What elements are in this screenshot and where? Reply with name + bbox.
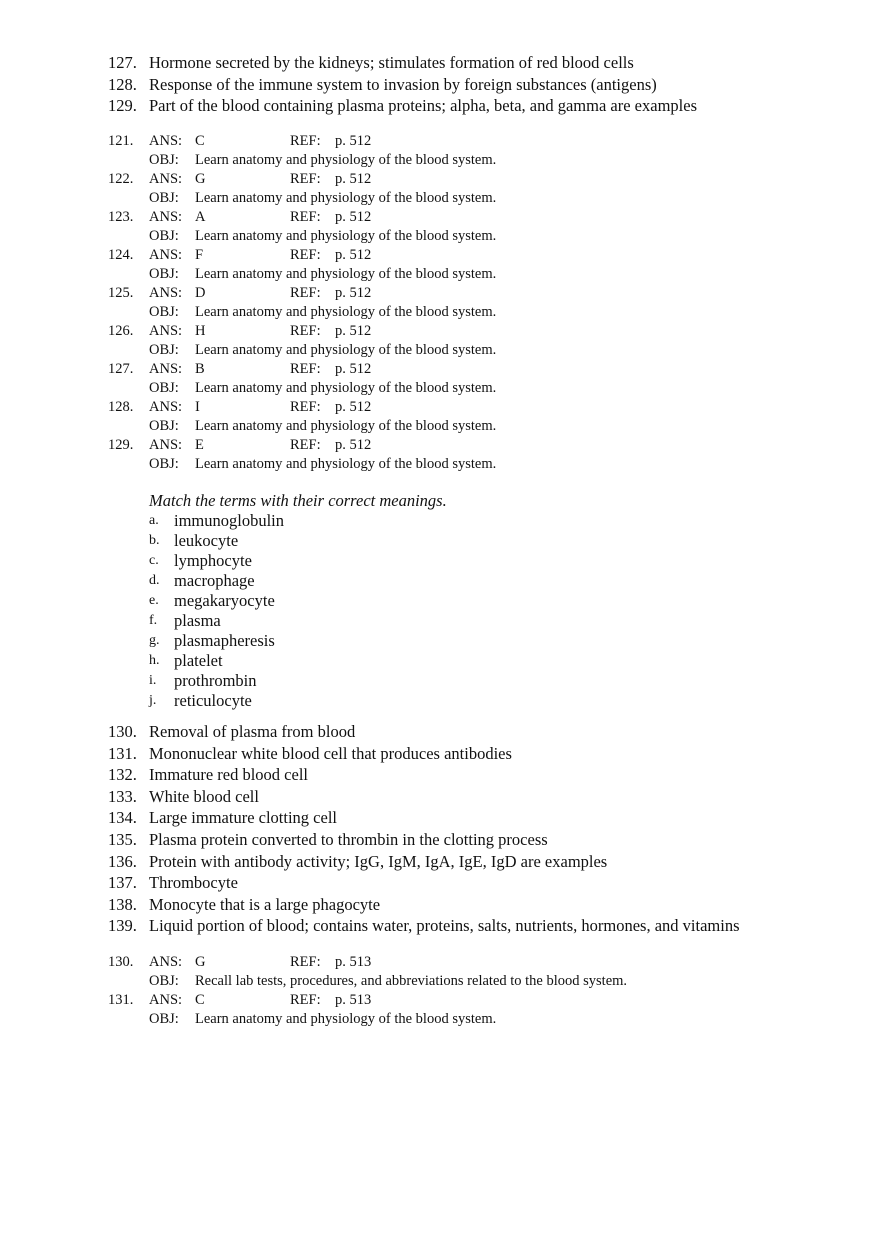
ref-label: REF: [290, 361, 321, 377]
question-number: 129. [108, 96, 137, 116]
ref-value: p. 512 [335, 361, 372, 377]
objective-line [0, 417, 880, 436]
ref-value: p. 512 [335, 285, 372, 301]
question-text: Mononuclear white blood cell that produces antibodies [149, 743, 512, 763]
question-text: Hormone secreted by the kidneys; stimulates formation of red blood cells [149, 53, 634, 72]
term-item [0, 531, 880, 551]
obj-label: OBJ: [149, 304, 179, 320]
question-item [0, 807, 880, 829]
obj-label: OBJ: [149, 973, 179, 989]
ref-label: REF: [290, 323, 321, 339]
answer-number: 123. [108, 209, 134, 225]
answer-entry [0, 991, 880, 1029]
answer-number: 125. [108, 285, 134, 301]
ans-label: ANS: [149, 285, 183, 301]
term-text: plasma [174, 611, 221, 630]
ans-value: F [195, 247, 204, 263]
obj-label: OBJ: [149, 380, 179, 396]
term-letter: b. [149, 533, 160, 548]
term-letter: e. [149, 593, 159, 608]
question-text: Large immature clotting cell [149, 808, 338, 828]
ref-label: REF: [290, 399, 321, 415]
objective-line [0, 189, 880, 208]
question-number: 127. [108, 53, 137, 72]
question-text: White blood cell [149, 786, 259, 806]
ans-label: ANS: [149, 954, 183, 970]
ans-label: ANS: [149, 133, 183, 149]
question-number: 136. [108, 851, 137, 871]
ref-value: p. 512 [335, 209, 372, 225]
answer-line [0, 360, 880, 379]
question-number: 138. [108, 894, 137, 914]
objective-line [0, 455, 880, 474]
ans-label: ANS: [149, 437, 183, 453]
answer-number: 124. [108, 247, 134, 263]
answer-entry [0, 246, 880, 284]
answer-line [0, 132, 880, 151]
answer-line [0, 322, 880, 341]
ans-value: H [195, 323, 206, 339]
answer-number: 131. [108, 992, 134, 1008]
ans-label: ANS: [149, 171, 183, 187]
answer-line [0, 398, 880, 417]
obj-value: Learn anatomy and physiology of the blood system. [195, 1011, 497, 1027]
ans-value: B [195, 361, 205, 377]
question-number: 139. [108, 916, 137, 936]
question-list-top [0, 52, 880, 117]
obj-value: Learn anatomy and physiology of the blood system. [195, 418, 497, 434]
ans-label: ANS: [149, 209, 183, 225]
term-text: platelet [174, 651, 223, 670]
answer-entry [0, 436, 880, 474]
answer-line [0, 208, 880, 227]
term-item [0, 551, 880, 571]
answer-line [0, 436, 880, 455]
question-list-bottom [0, 721, 880, 937]
ans-value: A [195, 209, 206, 225]
question-number: 135. [108, 829, 137, 849]
question-item [0, 95, 880, 117]
ref-label: REF: [290, 133, 321, 149]
question-number: 133. [108, 786, 137, 806]
answer-line [0, 953, 880, 972]
term-item [0, 591, 880, 611]
question-text: Response of the immune system to invasion by foreign substances (antigens) [149, 74, 657, 94]
objective-line [0, 227, 880, 246]
ref-value: p. 512 [335, 399, 372, 415]
term-item [0, 651, 880, 671]
ans-label: ANS: [149, 399, 183, 415]
question-text: Immature red blood cell [149, 765, 308, 785]
answer-entry [0, 398, 880, 436]
obj-label: OBJ: [149, 266, 179, 282]
question-item [0, 829, 880, 851]
ans-value: C [195, 133, 205, 149]
answer-line [0, 246, 880, 265]
term-item [0, 511, 880, 531]
question-text: Removal of plasma from blood [149, 722, 356, 741]
term-letter: c. [149, 553, 159, 568]
term-item [0, 631, 880, 651]
question-number: 132. [108, 765, 137, 785]
obj-label: OBJ: [149, 152, 179, 168]
answer-line [0, 170, 880, 189]
term-text: leukocyte [174, 531, 239, 550]
ans-value: G [195, 171, 206, 187]
answer-line [0, 991, 880, 1010]
ref-label: REF: [290, 209, 321, 225]
objective-line [0, 303, 880, 322]
obj-label: OBJ: [149, 342, 179, 358]
answer-number: 130. [108, 954, 134, 970]
answer-line [0, 284, 880, 303]
ref-value: p. 512 [335, 323, 372, 339]
ref-label: REF: [290, 437, 321, 453]
ref-label: REF: [290, 171, 321, 187]
obj-label: OBJ: [149, 456, 179, 472]
objective-line [0, 972, 880, 991]
ans-label: ANS: [149, 323, 183, 339]
question-text: Liquid portion of blood; contains water, proteins, salts, nutrients, hormones, and vitamins [149, 916, 740, 936]
question-item [0, 721, 880, 743]
term-text: reticulocyte [174, 691, 252, 710]
question-text: Thrombocyte [149, 873, 238, 893]
question-item [0, 851, 880, 873]
question-number: 128. [108, 74, 137, 94]
question-number: 131. [108, 743, 137, 763]
obj-value: Learn anatomy and physiology of the blood system. [195, 190, 497, 206]
ans-label: ANS: [149, 247, 183, 263]
obj-label: OBJ: [149, 1011, 179, 1027]
answer-entry [0, 170, 880, 208]
answer-key-bottom [0, 953, 880, 1029]
objective-line [0, 1010, 880, 1029]
ref-value: p. 512 [335, 133, 372, 149]
ref-value: p. 513 [335, 992, 372, 1008]
term-list [0, 511, 880, 711]
ref-value: p. 512 [335, 247, 372, 263]
question-item [0, 915, 880, 937]
objective-line [0, 151, 880, 170]
ans-value: E [195, 437, 204, 453]
term-letter: d. [149, 573, 160, 588]
ans-value: G [195, 954, 206, 970]
ref-value: p. 513 [335, 954, 372, 970]
question-item [0, 894, 880, 916]
obj-value: Learn anatomy and physiology of the blood system. [195, 304, 497, 320]
term-letter: i. [149, 673, 157, 688]
ref-label: REF: [290, 285, 321, 301]
question-number: 130. [108, 722, 137, 741]
answer-entry [0, 322, 880, 360]
ans-value: C [195, 992, 205, 1008]
answer-entry [0, 132, 880, 170]
term-letter: f. [149, 613, 158, 628]
obj-label: OBJ: [149, 228, 179, 244]
answer-key-top [0, 132, 880, 474]
ans-value: I [195, 399, 200, 415]
question-item [0, 743, 880, 765]
objective-line [0, 379, 880, 398]
term-letter: a. [149, 513, 159, 528]
answer-number: 122. [108, 171, 134, 187]
question-number: 137. [108, 873, 137, 893]
term-text: immunoglobulin [174, 511, 285, 530]
answer-number: 129. [108, 437, 134, 453]
answer-number: 128. [108, 399, 134, 415]
answer-entry [0, 360, 880, 398]
answer-number: 121. [108, 133, 134, 149]
ref-label: REF: [290, 992, 321, 1008]
term-item [0, 611, 880, 631]
obj-label: OBJ: [149, 418, 179, 434]
ref-value: p. 512 [335, 171, 372, 187]
term-item [0, 671, 880, 691]
question-number: 134. [108, 808, 137, 828]
term-letter: g. [149, 633, 160, 648]
question-text: Protein with antibody activity; IgG, IgM, IgA, IgE, IgD are examples [149, 851, 608, 871]
term-letter: h. [149, 653, 160, 668]
question-item [0, 764, 880, 786]
answer-entry [0, 284, 880, 322]
question-item [0, 52, 880, 74]
obj-value: Learn anatomy and physiology of the blood system. [195, 228, 497, 244]
ans-label: ANS: [149, 361, 183, 377]
question-item [0, 872, 880, 894]
term-letter: j. [149, 693, 157, 708]
question-item [0, 74, 880, 96]
question-item [0, 786, 880, 808]
objective-line [0, 341, 880, 360]
obj-value: Recall lab tests, procedures, and abbreviations related to the blood system. [195, 973, 628, 989]
obj-value: Learn anatomy and physiology of the blood system. [195, 266, 497, 282]
ref-label: REF: [290, 247, 321, 263]
question-text: Plasma protein converted to thrombin in the clotting process [149, 829, 548, 849]
obj-value: Learn anatomy and physiology of the blood system. [195, 456, 497, 472]
answer-number: 127. [108, 361, 134, 377]
obj-value: Learn anatomy and physiology of the blood system. [195, 152, 497, 168]
obj-label: OBJ: [149, 190, 179, 206]
ref-value: p. 512 [335, 437, 372, 453]
ans-value: D [195, 285, 206, 301]
obj-value: Learn anatomy and physiology of the blood system. [195, 380, 497, 396]
answer-number: 126. [108, 323, 134, 339]
term-item [0, 691, 880, 711]
obj-value: Learn anatomy and physiology of the blood system. [195, 342, 497, 358]
match-instruction: Match the terms with their correct meanings. [149, 491, 447, 510]
answer-entry [0, 208, 880, 246]
ans-label: ANS: [149, 992, 183, 1008]
question-text: Part of the blood containing plasma proteins; alpha, beta, and gamma are examples [149, 96, 697, 116]
term-text: lymphocyte [174, 551, 252, 570]
term-text: megakaryocyte [174, 591, 275, 610]
term-text: prothrombin [174, 671, 257, 690]
ref-label: REF: [290, 954, 321, 970]
objective-line [0, 265, 880, 284]
answer-entry [0, 953, 880, 991]
term-text: macrophage [174, 571, 255, 590]
term-item [0, 571, 880, 591]
question-text: Monocyte that is a large phagocyte [149, 894, 381, 914]
term-text: plasmapheresis [174, 631, 275, 650]
